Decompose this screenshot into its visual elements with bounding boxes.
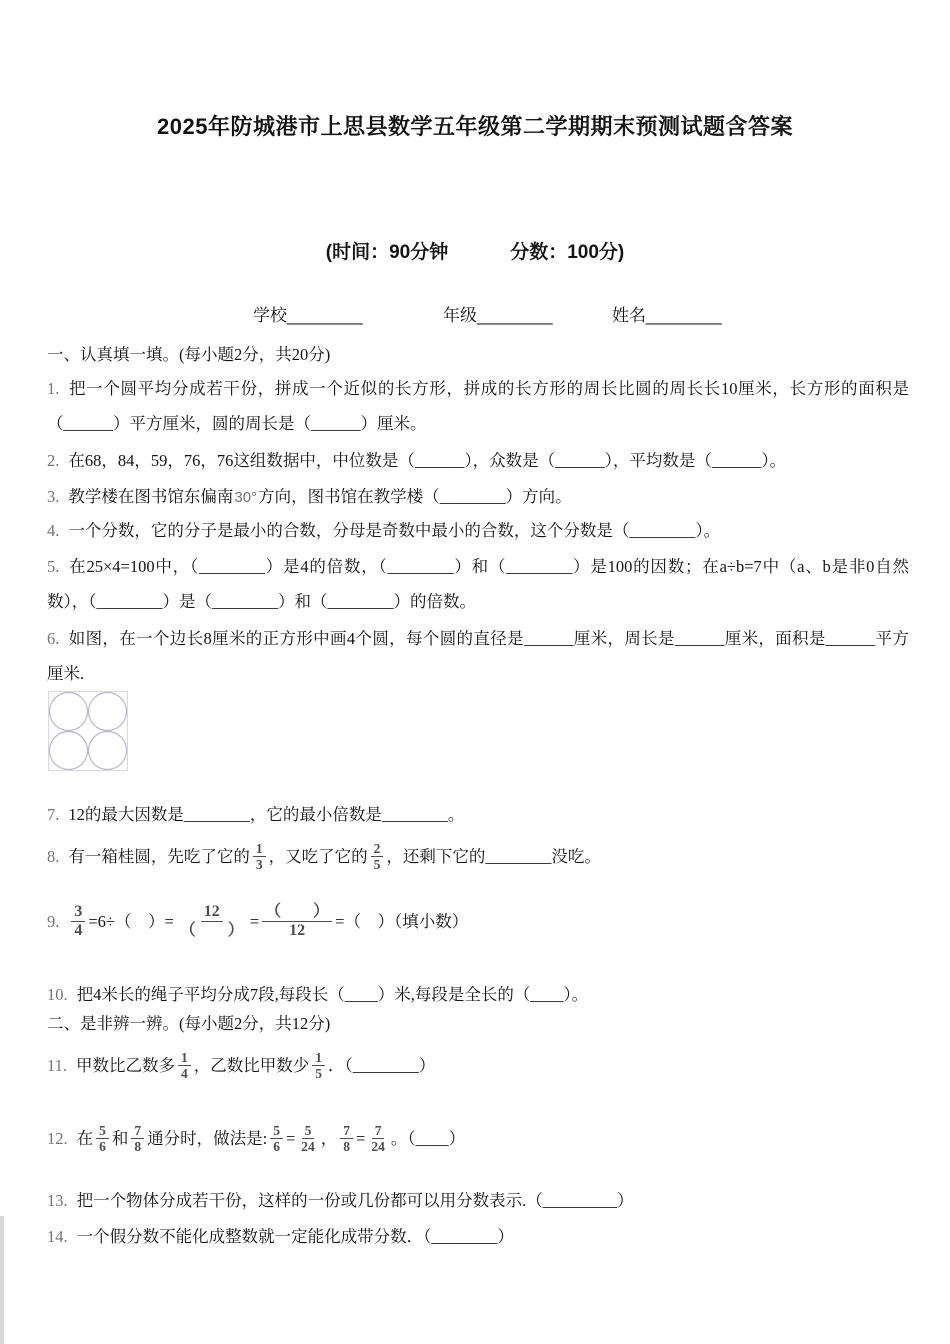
fraction-numerator: 3 <box>71 903 85 922</box>
question-12-text-2: 和 <box>111 1129 129 1148</box>
fraction-numerator: 5 <box>96 1123 109 1139</box>
question-14 <box>47 1219 909 1254</box>
question-8-text-3: ，还剩下它的________没吃。 <box>386 847 601 866</box>
question-10-number: 10. <box>47 985 68 1004</box>
fraction-numerator: 12 <box>201 903 223 922</box>
fraction-seven-eighths-2 <box>340 1123 353 1154</box>
fraction-denominator: 24 <box>371 1138 385 1154</box>
question-1-number: 1. <box>47 379 60 398</box>
question-12-text-7: 。（____） <box>390 1129 466 1148</box>
question-9-text-1: =6÷（ ）= <box>88 912 174 931</box>
question-7-text: 12的最大因数是________，它的最小倍数是________。 <box>68 805 465 824</box>
fraction-numerator: 5 <box>270 1123 283 1139</box>
fraction-five-sixths-2 <box>270 1123 283 1154</box>
question-4-text: 一个分数，它的分子是最小的合数，分母是奇数中最小的合数，这个分数是（________）。 <box>68 521 721 540</box>
fraction-numerator: 7 <box>372 1123 385 1139</box>
question-11-number: 11. <box>47 1056 68 1075</box>
question-2 <box>47 443 909 478</box>
question-12-number: 12. <box>47 1129 68 1148</box>
question-12-text-4: = <box>285 1129 296 1148</box>
question-12 <box>47 1115 909 1163</box>
question-8-text-1: 有一箱桂圆，先吃了它的 <box>68 847 250 866</box>
fraction-denominator: 4 <box>74 921 83 939</box>
question-2-text: 在68，84，59，76，76这组数据中，中位数是（______），众数是（______），平均数是（______）。 <box>68 451 787 470</box>
question-7 <box>47 797 909 832</box>
question-3-text-1: 教学楼在图书馆东偏南 <box>68 487 234 506</box>
question-1-text: 把一个圆平均分成若干份，拼成一个近似的长方形，拼成的长方形的周长比圆的周长长10厘米，长方形的面积是（______）平方厘米，圆的周长是（______）厘米。 <box>47 379 909 433</box>
question-9-text-2: = <box>249 912 260 931</box>
question-12-text-5: ， <box>320 1129 338 1148</box>
fraction-denominator: 8 <box>134 1138 142 1154</box>
section-1-heading: 一、认真填一填。(每小题2分，共20分) <box>47 345 331 364</box>
question-11-text-3: ．（________） <box>328 1056 436 1075</box>
question-10-text: 把4米长的绳子平均分成7段,每段长（____）米,每段是全长的（____）。 <box>76 985 589 1004</box>
fraction-numerator: 7 <box>131 1123 144 1139</box>
exam-time-label: (时间：90分钟 <box>325 242 449 263</box>
fraction-one-fifth <box>312 1050 325 1081</box>
question-10 <box>47 977 909 1012</box>
exam-score-label: 分数：100分) <box>510 242 625 263</box>
fraction-denominator: 24 <box>301 1138 315 1154</box>
question-12-text-6: = <box>356 1129 366 1148</box>
fraction-denominator: 4 <box>181 1065 188 1081</box>
fraction-one-fourth <box>178 1050 191 1081</box>
fraction-numerator: （ ） <box>262 903 332 922</box>
fraction-denominator: 5 <box>315 1065 323 1081</box>
question-5-text: 在25×4=100中，（________）是4的倍数，（________）和（________）是100的因数；在a÷b=7中（a、b是非0自然数），（________）是（________）和（________）的倍数。 <box>47 557 909 611</box>
section-2-heading: 二、是非辨一辨。(每小题2分，共12分) <box>47 1014 331 1033</box>
fraction-three-fourths <box>71 903 85 940</box>
fraction-five-sixths <box>96 1123 109 1154</box>
question-9-number: 9. <box>47 912 60 931</box>
question-3 <box>47 479 909 515</box>
student-info-row <box>0 301 950 327</box>
question-6-text: 如图，在一个边长8厘米的正方形中画4个圆，每个圆的直径是______厘米，周长是______厘米，面积是______平方厘米. <box>47 629 909 683</box>
question-12-text-3: 通分时，做法是: <box>147 1129 268 1148</box>
fraction-denominator: 6 <box>99 1138 106 1154</box>
question-13-text: 把一个物体分成若干份，这样的一份或几份都可以用分数表示.（_________） <box>76 1191 634 1210</box>
grade-field: 年级________ <box>443 306 553 325</box>
question-9 <box>47 893 909 951</box>
page-edge-artifact <box>0 1216 4 1344</box>
question-4-number: 4. <box>47 521 60 540</box>
fraction-seven-eighths <box>131 1123 144 1154</box>
fraction-denominator: 3 <box>255 856 263 872</box>
fraction-numerator: 2 <box>371 841 384 857</box>
question-11-text-1: 甲数比乙数多 <box>76 1056 176 1075</box>
fraction-denominator: （ ） <box>179 921 244 939</box>
exam-meta-row <box>0 237 950 264</box>
question-11 <box>47 1042 909 1090</box>
question-5 <box>47 549 909 619</box>
question-7-number: 7. <box>47 805 60 824</box>
question-3-degree-value: 30° <box>234 489 258 506</box>
question-3-text-2: 方向，图书馆在教学楼（________）方向。 <box>258 487 572 506</box>
question-12-text-1: 在 <box>76 1129 94 1148</box>
question-4 <box>47 513 909 548</box>
question-9-text-3: =（ ）（填小数） <box>335 912 469 931</box>
school-field: 学校________ <box>253 306 363 325</box>
fraction-blank-over-twelve <box>262 903 332 940</box>
fraction-numerator: 5 <box>302 1123 315 1139</box>
fraction-denominator: 12 <box>289 921 306 939</box>
document-title: 2025年防城港市上思县数学五年级第二学期期末预测试题含答案 <box>157 114 793 139</box>
question-6 <box>47 621 909 691</box>
question-13-number: 13. <box>47 1191 68 1210</box>
question-14-text: 一个假分数不能化成整数就一定能化成带分数．（________） <box>76 1227 514 1246</box>
fraction-denominator: 5 <box>373 856 381 872</box>
question-3-number: 3. <box>47 487 60 506</box>
name-field: 姓名________ <box>612 306 722 325</box>
question-11-text-2: ，乙数比甲数少 <box>193 1056 310 1075</box>
question-1 <box>47 371 909 441</box>
fraction-numerator: 1 <box>253 841 266 857</box>
fraction-numerator: 7 <box>340 1123 353 1139</box>
fraction-twelve-over-blank <box>177 903 247 940</box>
circles-in-square-figure <box>47 690 131 772</box>
four-circles-figure-drawing <box>47 690 131 772</box>
question-8 <box>47 833 909 881</box>
fraction-numerator: 1 <box>178 1050 191 1066</box>
fraction-denominator: 6 <box>273 1138 280 1154</box>
fraction-numerator: 1 <box>312 1050 325 1066</box>
fraction-one-third <box>253 841 266 872</box>
question-5-number: 5. <box>47 557 60 576</box>
question-13 <box>47 1183 909 1218</box>
fraction-denominator: 8 <box>343 1138 351 1154</box>
question-8-text-2: ，又吃了它的 <box>268 847 368 866</box>
question-14-number: 14. <box>47 1227 68 1246</box>
fraction-seven-twentyfourths <box>368 1123 388 1154</box>
question-8-number: 8. <box>47 847 60 866</box>
fraction-two-fifths <box>371 841 384 872</box>
fraction-five-twentyfourths <box>298 1123 318 1154</box>
question-6-number: 6. <box>47 629 60 648</box>
question-2-number: 2. <box>47 451 60 470</box>
